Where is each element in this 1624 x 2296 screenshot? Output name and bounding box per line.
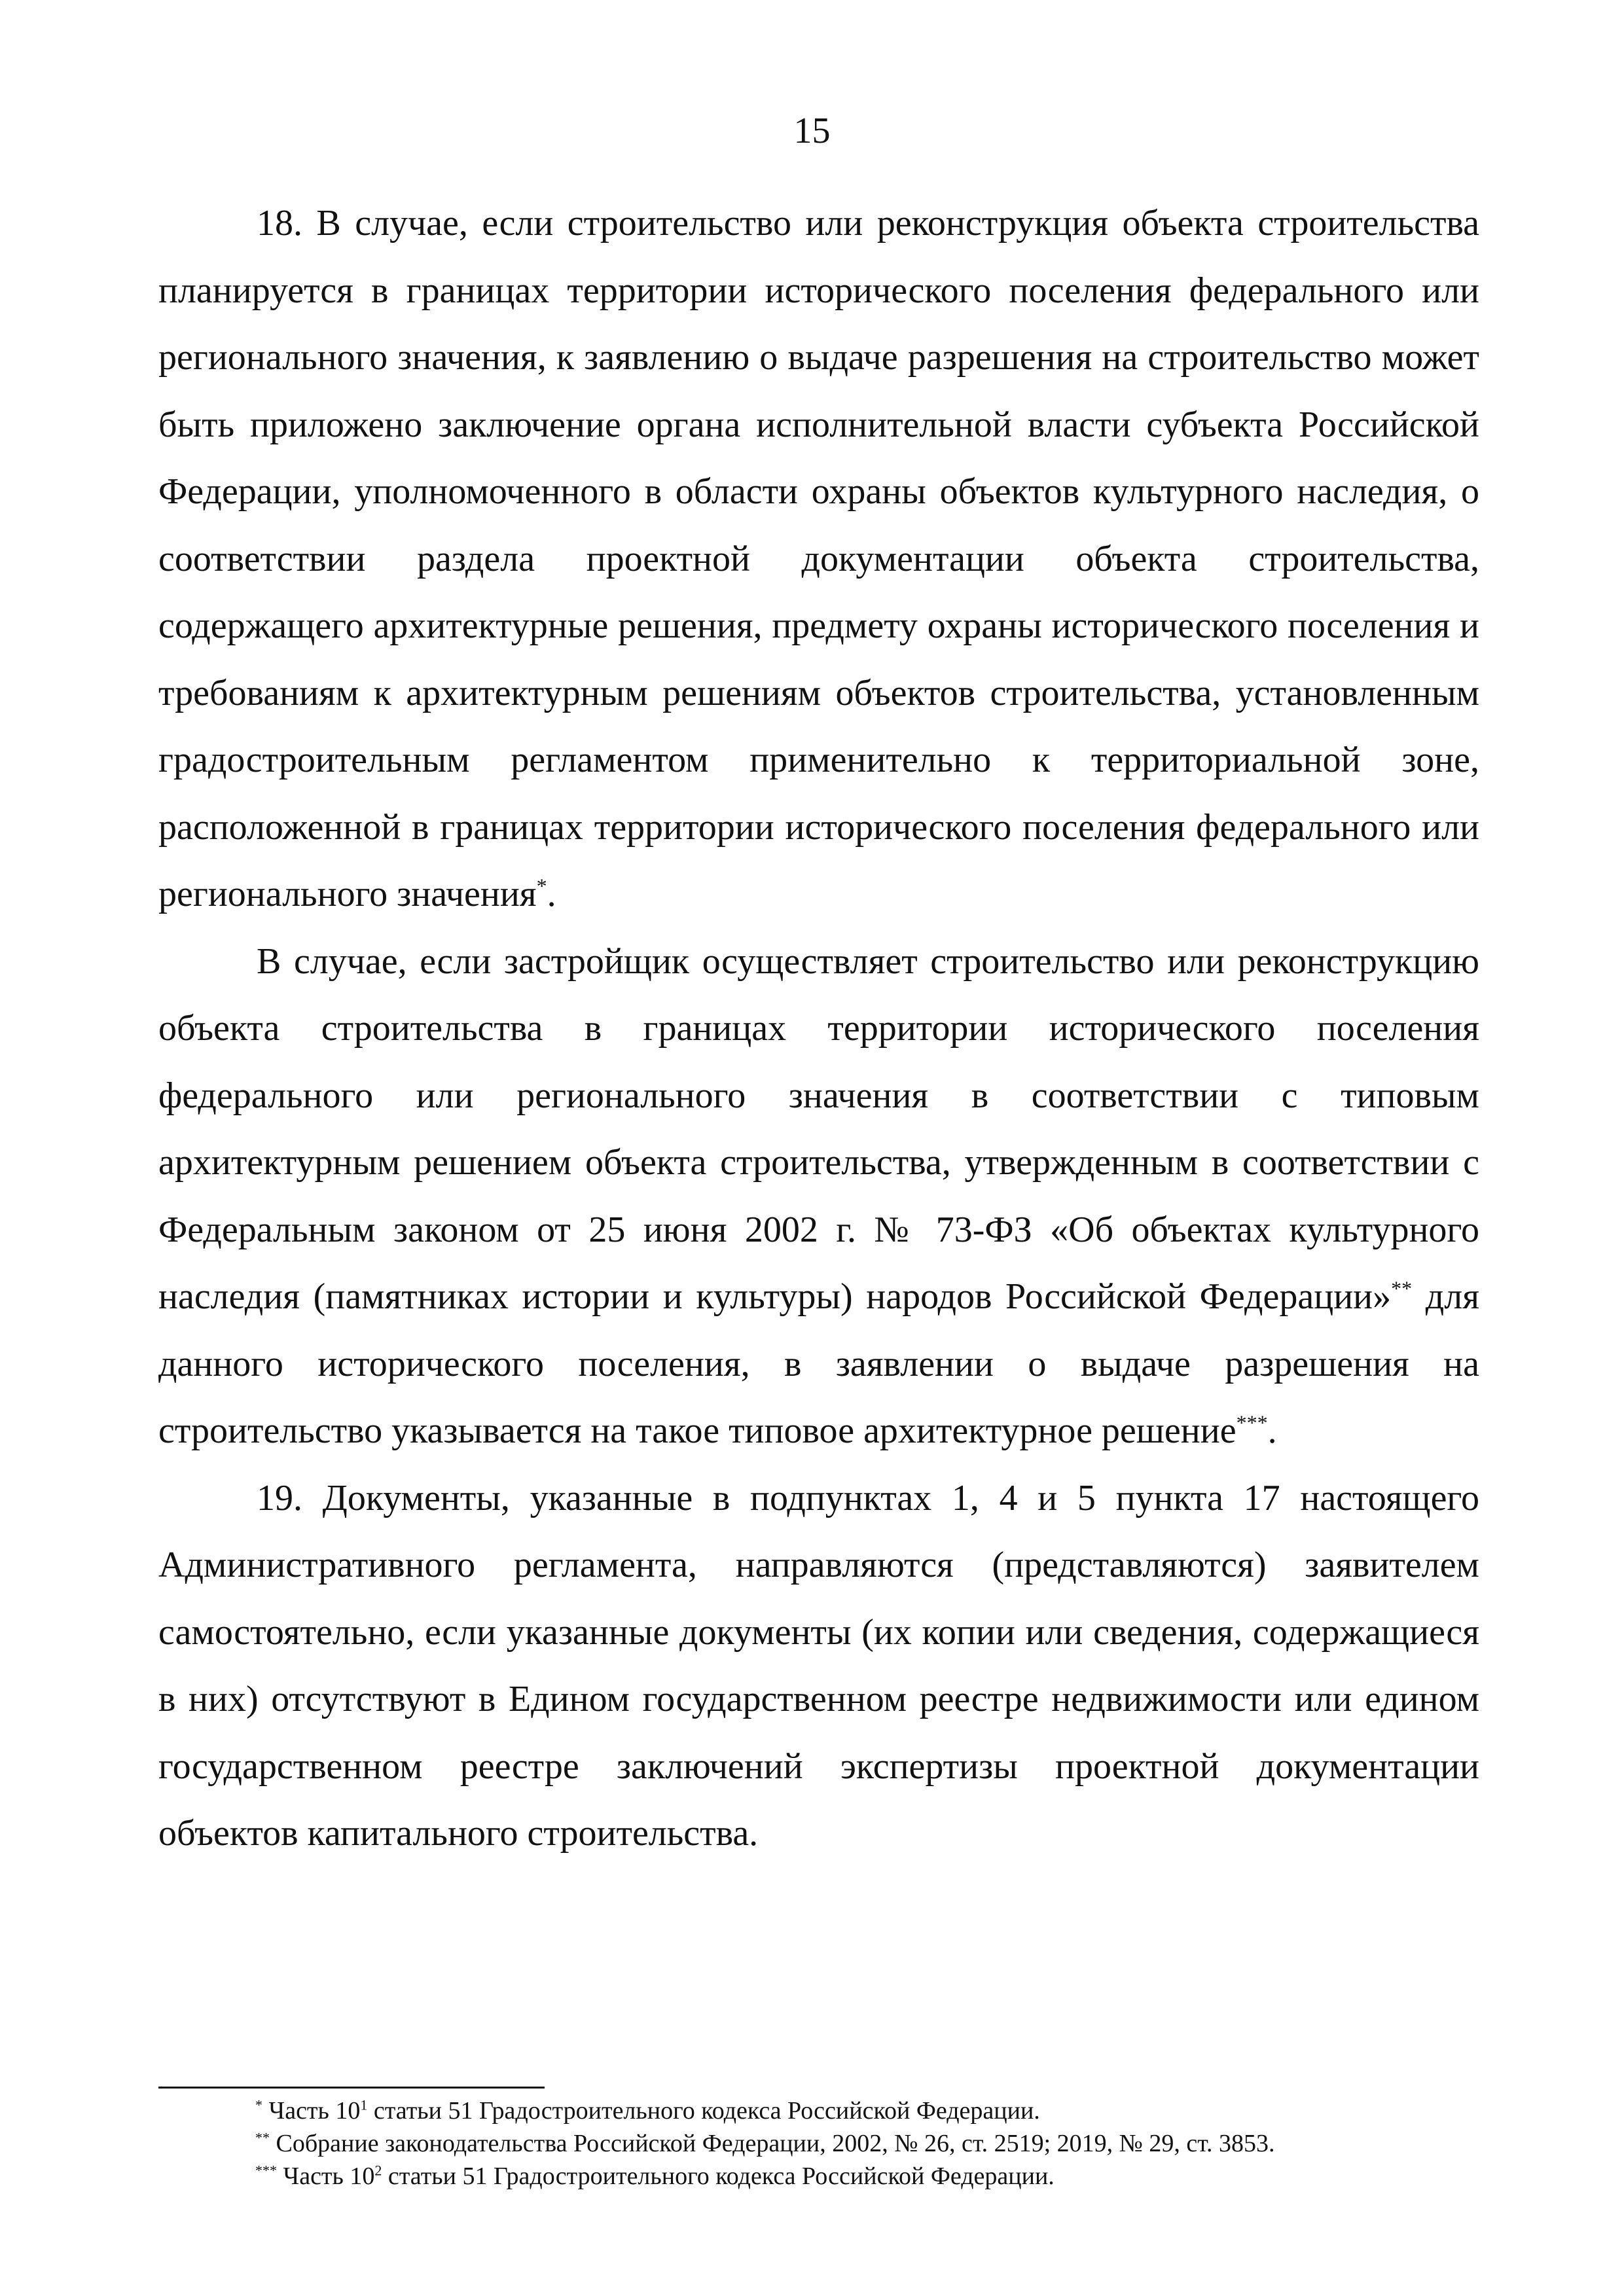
footnote-2-text: Собрание законодательства Российской Федерации, 2002, № 26, ст. 2519; 2019, № 29, ст. 3853.	[270, 2130, 1275, 2157]
footnote-3	[255, 2160, 1479, 2193]
paragraph-18-second-text-a: В случае, если застройщик осуществляет строительство или реконструкцию объекта строительства в границах территории исторического поселения федерального или регионального значения в соответствии с типовым архитектурным решением объекта строительства, утвержденным в соответствии с Федеральным законом от 25 июня 2002 г. № 73-ФЗ «Об объектах культурного наследия (памятниках истории и культуры) народов Российской Федерации»	[158, 941, 1479, 1317]
footnote-3-mark: ***	[255, 2162, 277, 2179]
footnote-ref-2: **	[1391, 1276, 1413, 1300]
footnote-3-text-a: Часть 10	[277, 2162, 375, 2190]
footnote-3-sup: 2	[374, 2162, 382, 2179]
footnotes	[255, 2094, 1479, 2193]
footnote-2-mark: **	[255, 2129, 270, 2146]
paragraph-18-second-end: .	[1267, 1410, 1277, 1451]
paragraph-18-text: 18. В случае, если строительство или реконструкция объекта строительства планируется в границах территории исторического поселения федерального или регионального значения, к заявлению о выдаче разрешения на строительство может быть приложено заключение органа исполнительной власти субъекта Российской Федерации, уполномоченного в области охраны объектов культурного наследия, о соответствии раздела проектной документации объекта строительства, содержащего архитектурные решения, предмету охраны исторического поселения и требованиям к архитектурным решениям объектов строительства, установленным градостроительным регламентом применительно к территориальной зоне, расположенной в границах территории исторического поселения федерального или регионального значения	[158, 203, 1479, 914]
footnote-1-mark: *	[255, 2096, 262, 2113]
footnote-divider	[158, 2087, 545, 2089]
footnote-3-text-b: статьи 51 Градостроительного кодекса Российской Федерации.	[382, 2162, 1055, 2190]
paragraph-18	[158, 190, 1479, 928]
paragraph-18-second	[158, 928, 1479, 1465]
paragraph-19	[158, 1465, 1479, 1867]
paragraph-18-second-text-b: для данного исторического поселения, в заявлении о выдаче разрешения на строительство указывается на такое типовое архитектурное решение	[158, 1276, 1479, 1451]
paragraph-19-text: 19. Документы, указанные в подпунктах 1, 4 и 5 пункта 17 настоящего Административного регламента, направляются (представляются) заявителем самостоятельно, если указанные документы (их копии или сведения, содержащиеся в них) отсутствуют в Едином государственном реестре недвижимости или едином государственном реестре заключений экспертизы проектной документации объектов капитального строительства.	[158, 1477, 1479, 1854]
footnote-ref-3: ***	[1236, 1410, 1268, 1435]
document-body	[158, 190, 1479, 1867]
footnote-2	[255, 2127, 1479, 2160]
footnote-1-text-a: Часть 10	[262, 2097, 361, 2125]
paragraph-18-end: .	[547, 874, 556, 914]
footnote-ref-1: *	[536, 874, 547, 898]
footnote-1-sup: 1	[360, 2096, 368, 2113]
footnote-1-text-b: статьи 51 Градостроительного кодекса Российской Федерации.	[367, 2097, 1040, 2125]
footnote-1	[255, 2094, 1479, 2127]
page-number: 15	[793, 111, 831, 151]
